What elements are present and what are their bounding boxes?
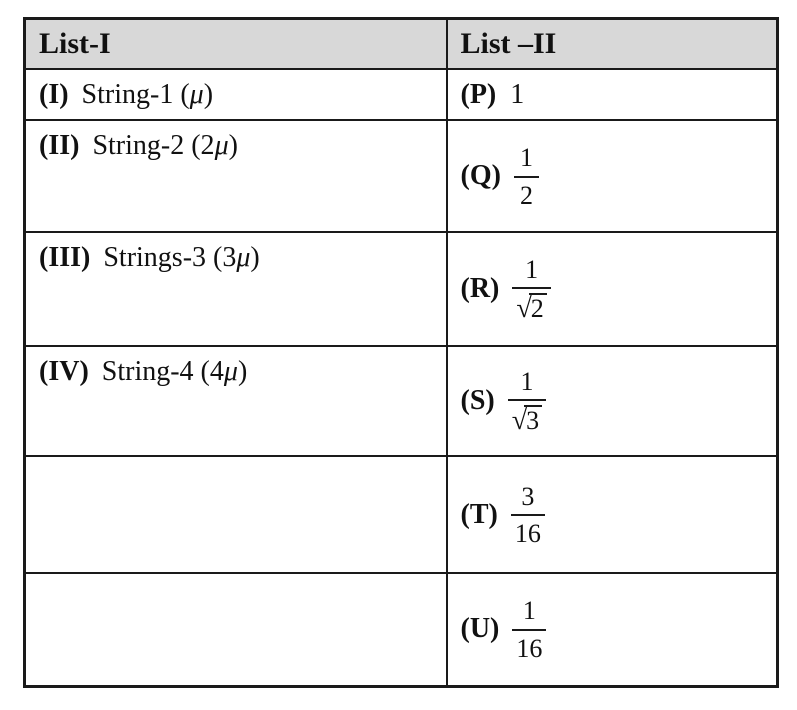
mu-symbol: μ	[236, 242, 251, 273]
list2-item-P	[447, 69, 778, 120]
denominator: 16	[516, 633, 543, 663]
item-text: String-4 (4	[101, 356, 224, 387]
fraction	[514, 142, 539, 210]
item-label: (S)	[460, 385, 495, 417]
numerator: 1	[514, 142, 539, 177]
list1-item-IV	[25, 346, 447, 456]
item-text: )	[250, 242, 260, 273]
empty-cell	[25, 456, 447, 573]
denominator: 2	[519, 180, 533, 210]
list1-item-II	[25, 120, 447, 232]
item-label: (II)	[39, 130, 80, 161]
numerator: 1	[512, 254, 550, 289]
radicand: 2	[529, 293, 547, 322]
numerator: 1	[508, 366, 546, 401]
empty-cell	[25, 573, 447, 686]
item-label: (I)	[39, 78, 69, 110]
item-text: )	[228, 130, 238, 161]
fraction	[512, 254, 550, 325]
table-row	[25, 573, 778, 686]
table-row	[25, 69, 778, 120]
fraction	[511, 481, 545, 549]
value-wrap	[461, 78, 525, 112]
item-label: (IV)	[39, 356, 89, 387]
fraction	[512, 595, 546, 663]
item-label: (T)	[460, 498, 498, 530]
list2-item-U	[447, 573, 778, 686]
item-label: (P)	[460, 78, 497, 110]
denominator	[508, 401, 546, 436]
list2-item-Q	[447, 120, 778, 232]
item-label: (Q)	[460, 160, 501, 192]
denominator: 16	[514, 519, 541, 548]
table-row	[25, 346, 778, 456]
header-row	[25, 19, 778, 70]
match-list-table	[23, 17, 779, 688]
fraction	[508, 366, 546, 437]
item-value: 1	[510, 78, 525, 110]
header-list-1: List-I	[25, 19, 447, 70]
header-list-2: List –II	[447, 19, 778, 70]
item-text: )	[237, 356, 248, 387]
value-wrap	[461, 142, 539, 210]
mu-symbol: μ	[223, 356, 238, 387]
list2-item-S	[447, 346, 778, 456]
item-text: String-1 (	[81, 78, 190, 110]
item-label: (U)	[460, 613, 500, 645]
denominator	[512, 289, 550, 324]
list2-item-T	[447, 456, 778, 573]
value-wrap	[461, 481, 545, 549]
sqrt-sign: √	[511, 404, 528, 436]
mu-symbol: μ	[189, 78, 204, 110]
list1-item-I	[25, 69, 447, 120]
table-row	[25, 232, 778, 346]
numerator: 1	[512, 595, 546, 630]
radicand: 3	[524, 405, 542, 434]
numerator: 3	[511, 481, 545, 516]
item-label: (R)	[460, 273, 500, 305]
list1-item-III	[25, 232, 447, 346]
table-row	[25, 456, 778, 573]
value-wrap	[461, 595, 547, 663]
item-text: String-2 (2	[92, 130, 215, 161]
value-wrap	[461, 254, 551, 325]
value-wrap	[461, 366, 547, 437]
item-label: (III)	[39, 242, 91, 273]
list2-item-R	[447, 232, 778, 346]
item-text: )	[203, 78, 214, 110]
mu-symbol: μ	[214, 130, 229, 161]
item-text: Strings-3 (3	[103, 242, 237, 273]
table-row	[25, 120, 778, 232]
sqrt-sign: √	[516, 292, 532, 324]
